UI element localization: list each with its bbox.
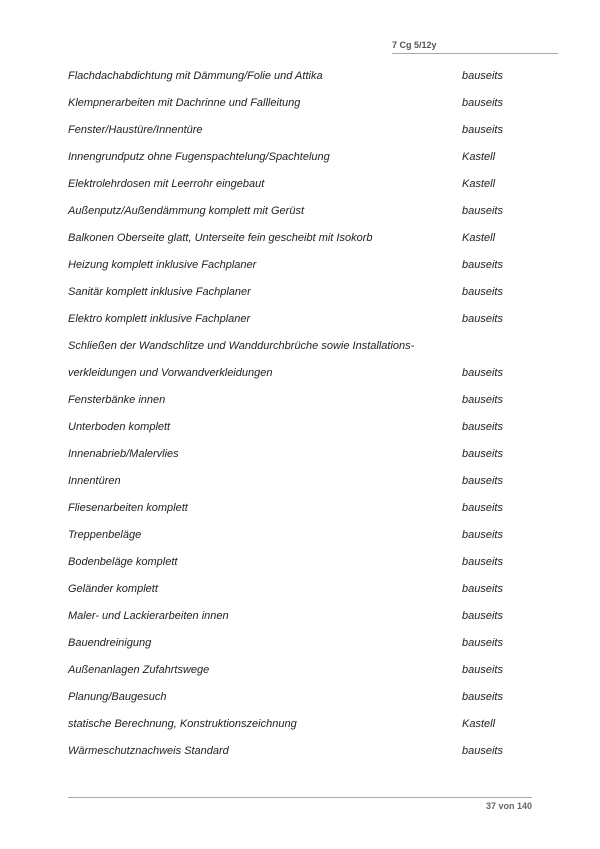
item-description: Klempnerarbeiten mit Dachrinne und Fallleitung <box>68 97 301 109</box>
footer-divider <box>68 797 532 798</box>
item-responsibility: bauseits <box>462 205 503 217</box>
list-item <box>68 664 548 680</box>
item-description: Balkonen Oberseite glatt, Unterseite fein gescheibt mit Isokorb <box>68 232 373 244</box>
item-description: Heizung komplett inklusive Fachplaner <box>68 259 257 271</box>
item-responsibility: bauseits <box>462 583 503 595</box>
list-item <box>68 529 548 545</box>
list-item <box>68 259 548 275</box>
list-item <box>68 691 548 707</box>
list-item <box>68 745 548 761</box>
list-item <box>68 367 548 383</box>
item-responsibility: Kastell <box>462 232 496 244</box>
item-responsibility: bauseits <box>462 70 503 82</box>
item-description: Außenanlagen Zufahrtswege <box>68 664 210 676</box>
case-reference: 7 Cg 5/12y <box>392 40 437 50</box>
item-description: Treppenbeläge <box>68 529 142 541</box>
list-item <box>68 97 548 113</box>
item-description: Fenster/Haustüre/Innentüre <box>68 124 203 136</box>
list-item <box>68 151 548 167</box>
item-responsibility: bauseits <box>462 664 503 676</box>
list-item <box>68 340 548 356</box>
item-responsibility: Kastell <box>462 718 496 730</box>
item-responsibility: bauseits <box>462 286 503 298</box>
item-description: Fliesenarbeiten komplett <box>68 502 188 514</box>
list-item <box>68 124 548 140</box>
list-item <box>68 70 548 86</box>
item-responsibility: bauseits <box>462 394 503 406</box>
item-responsibility: Kastell <box>462 151 496 163</box>
list-item <box>68 205 548 221</box>
item-responsibility: bauseits <box>462 448 503 460</box>
list-item <box>68 178 548 194</box>
item-responsibility: bauseits <box>462 745 503 757</box>
item-description: Elektrolehrdosen mit Leerrohr eingebaut <box>68 178 265 190</box>
item-description: Außenputz/Außendämmung komplett mit Gerüst <box>68 205 304 217</box>
item-responsibility: bauseits <box>462 610 503 622</box>
item-responsibility: Kastell <box>462 178 496 190</box>
item-responsibility: bauseits <box>462 475 503 487</box>
item-description: Innenabrieb/Malervlies <box>68 448 179 460</box>
list-item <box>68 502 548 518</box>
list-item <box>68 475 548 491</box>
item-description: Innentüren <box>68 475 121 487</box>
list-item <box>68 286 548 302</box>
item-responsibility: bauseits <box>462 313 503 325</box>
item-description: Fensterbänke innen <box>68 394 166 406</box>
item-description: Schließen der Wandschlitze und Wanddurchbrüche sowie Installations- <box>68 340 415 352</box>
item-responsibility: bauseits <box>462 556 503 568</box>
item-description: Planung/Baugesuch <box>68 691 167 703</box>
item-responsibility: bauseits <box>462 529 503 541</box>
item-responsibility: bauseits <box>462 97 503 109</box>
list-item <box>68 637 548 653</box>
list-item <box>68 583 548 599</box>
item-description: verkleidungen und Vorwandverkleidungen <box>68 367 273 379</box>
page-number: 37 von 140 <box>485 801 532 811</box>
list-item <box>68 394 548 410</box>
item-description: Flachdachabdichtung mit Dämmung/Folie und Attika <box>68 70 323 82</box>
item-description: Unterboden komplett <box>68 421 171 433</box>
list-item <box>68 448 548 464</box>
list-item <box>68 556 548 572</box>
item-description: Wärmeschutznachweis Standard <box>68 745 229 757</box>
item-description: Sanitär komplett inklusive Fachplaner <box>68 286 251 298</box>
list-item <box>68 313 548 329</box>
list-item <box>68 421 548 437</box>
item-responsibility: bauseits <box>462 259 503 271</box>
list-item <box>68 718 548 734</box>
item-responsibility: bauseits <box>462 502 503 514</box>
item-description: Innengrundputz ohne Fugenspachtelung/Spachtelung <box>68 151 330 163</box>
item-responsibility: bauseits <box>462 421 503 433</box>
item-responsibility: bauseits <box>462 691 503 703</box>
list-item <box>68 232 548 248</box>
item-responsibility: bauseits <box>462 367 503 379</box>
item-description: statische Berechnung, Konstruktionszeichnung <box>68 718 297 730</box>
item-responsibility: bauseits <box>462 124 503 136</box>
item-description: Bauendreinigung <box>68 637 152 649</box>
item-responsibility: bauseits <box>462 637 503 649</box>
list-item <box>68 610 548 626</box>
item-description: Bodenbeläge komplett <box>68 556 178 568</box>
item-description: Elektro komplett inklusive Fachplaner <box>68 313 251 325</box>
header-divider <box>392 53 558 54</box>
item-description: Maler- und Lackierarbeiten innen <box>68 610 229 622</box>
item-description: Geländer komplett <box>68 583 158 595</box>
